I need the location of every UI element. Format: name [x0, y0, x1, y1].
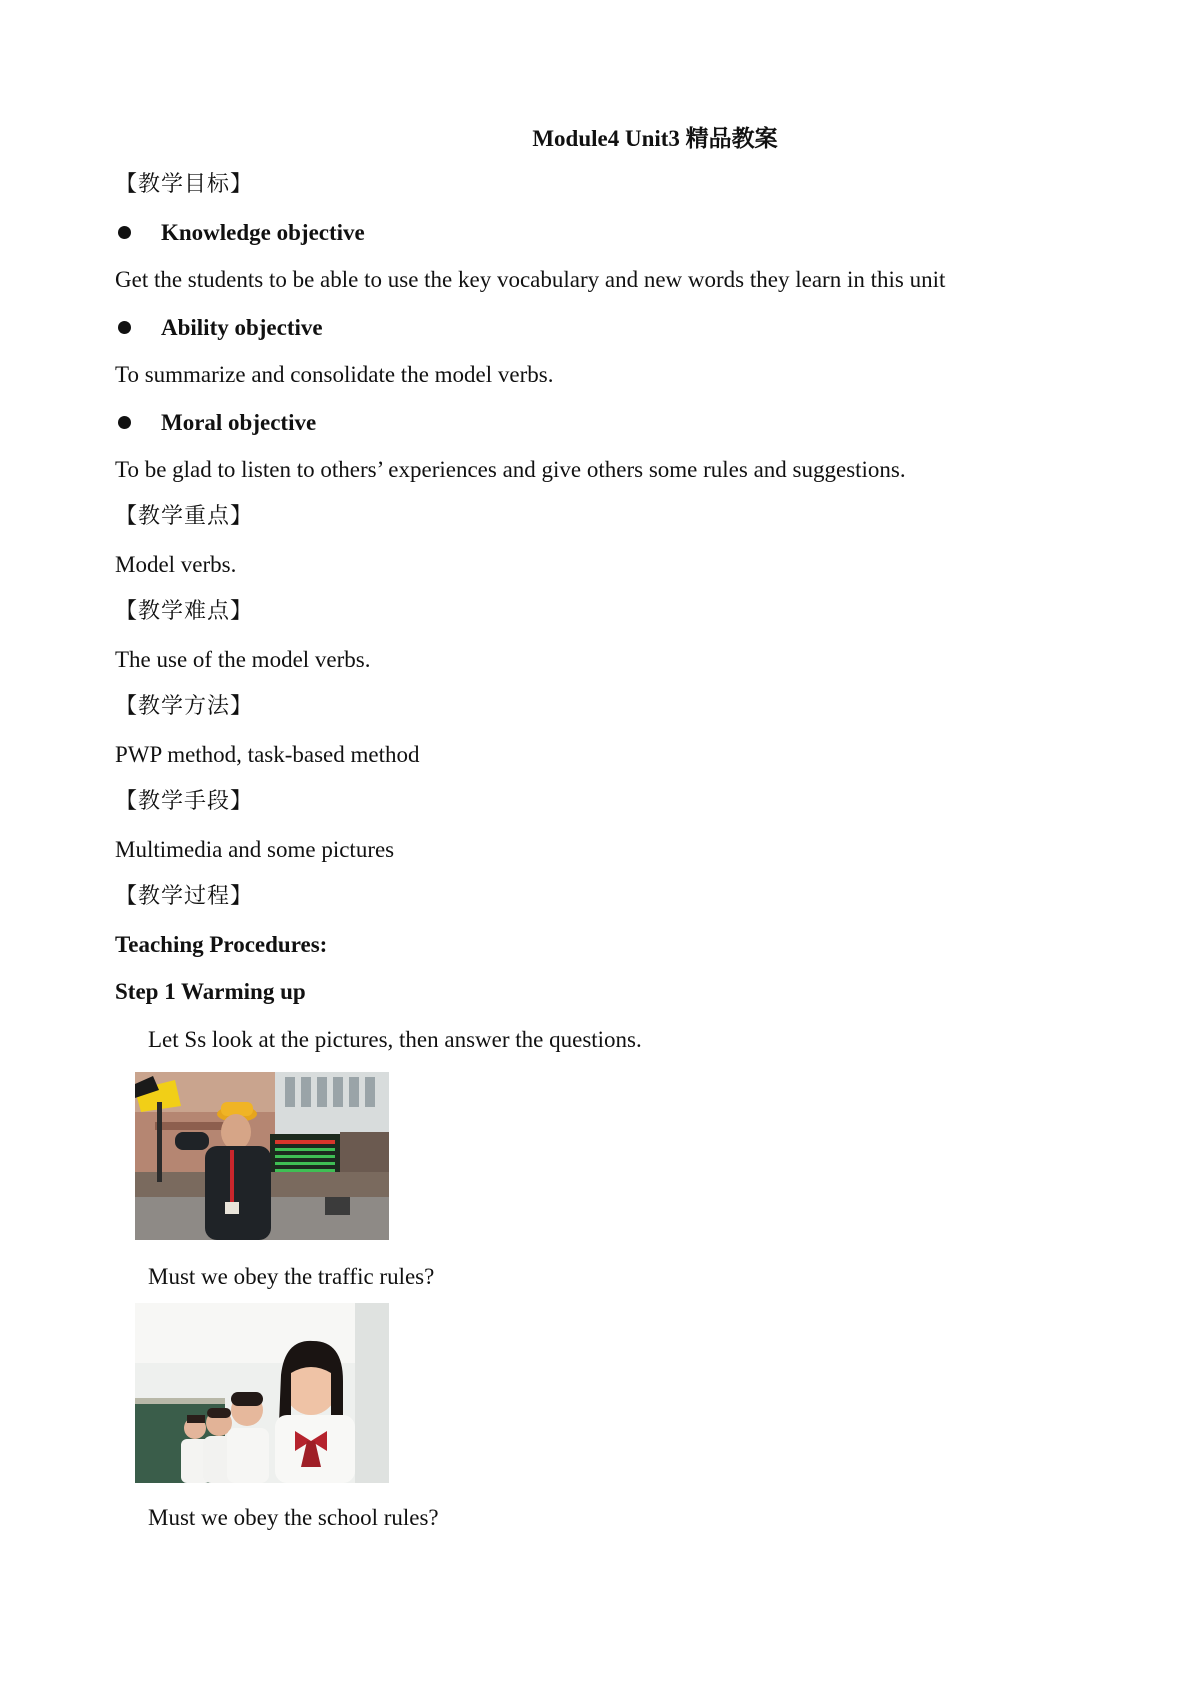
methods-text: PWP method, task-based method — [115, 742, 420, 767]
document-title: Module4 Unit3 精品教案 — [532, 126, 778, 151]
bullet-icon — [118, 416, 131, 429]
process-heading: 【教学过程】 — [115, 884, 254, 909]
moral-objective-text: To be glad to listen to others’ experiences and give others some rules and suggestions. — [115, 457, 906, 482]
procedures-label: Teaching Procedures: — [115, 932, 328, 957]
ability-objective-label: Ability objective — [161, 315, 323, 340]
methods-heading: 【教学方法】 — [115, 694, 254, 719]
traffic-photo — [135, 1072, 389, 1240]
ability-objective-item — [115, 313, 323, 343]
knowledge-objective-label: Knowledge objective — [161, 220, 365, 245]
question1-text: Must we obey the traffic rules? — [148, 1264, 435, 1289]
key-points-heading: 【教学重点】 — [115, 504, 254, 529]
knowledge-objective-item — [115, 218, 365, 248]
bullet-icon — [118, 226, 131, 239]
difficulties-heading: 【教学难点】 — [115, 599, 254, 624]
objectives-heading: 【教学目标】 — [115, 172, 254, 197]
difficulties-text: The use of the model verbs. — [115, 647, 371, 672]
step1-text: Let Ss look at the pictures, then answer the questions. — [148, 1027, 642, 1052]
means-heading: 【教学手段】 — [115, 789, 254, 814]
school-photo — [135, 1303, 389, 1483]
step1-label: Step 1 Warming up — [115, 979, 306, 1004]
moral-objective-label: Moral objective — [161, 410, 317, 435]
means-text: Multimedia and some pictures — [115, 837, 395, 862]
key-points-text: Model verbs. — [115, 552, 237, 577]
ability-objective-text: To summarize and consolidate the model verbs. — [115, 362, 554, 387]
question2-text: Must we obey the school rules? — [148, 1505, 439, 1530]
moral-objective-item — [115, 408, 316, 438]
bullet-icon — [118, 321, 131, 334]
knowledge-objective-text: Get the students to be able to use the key vocabulary and new words they learn in this unit — [115, 267, 946, 292]
